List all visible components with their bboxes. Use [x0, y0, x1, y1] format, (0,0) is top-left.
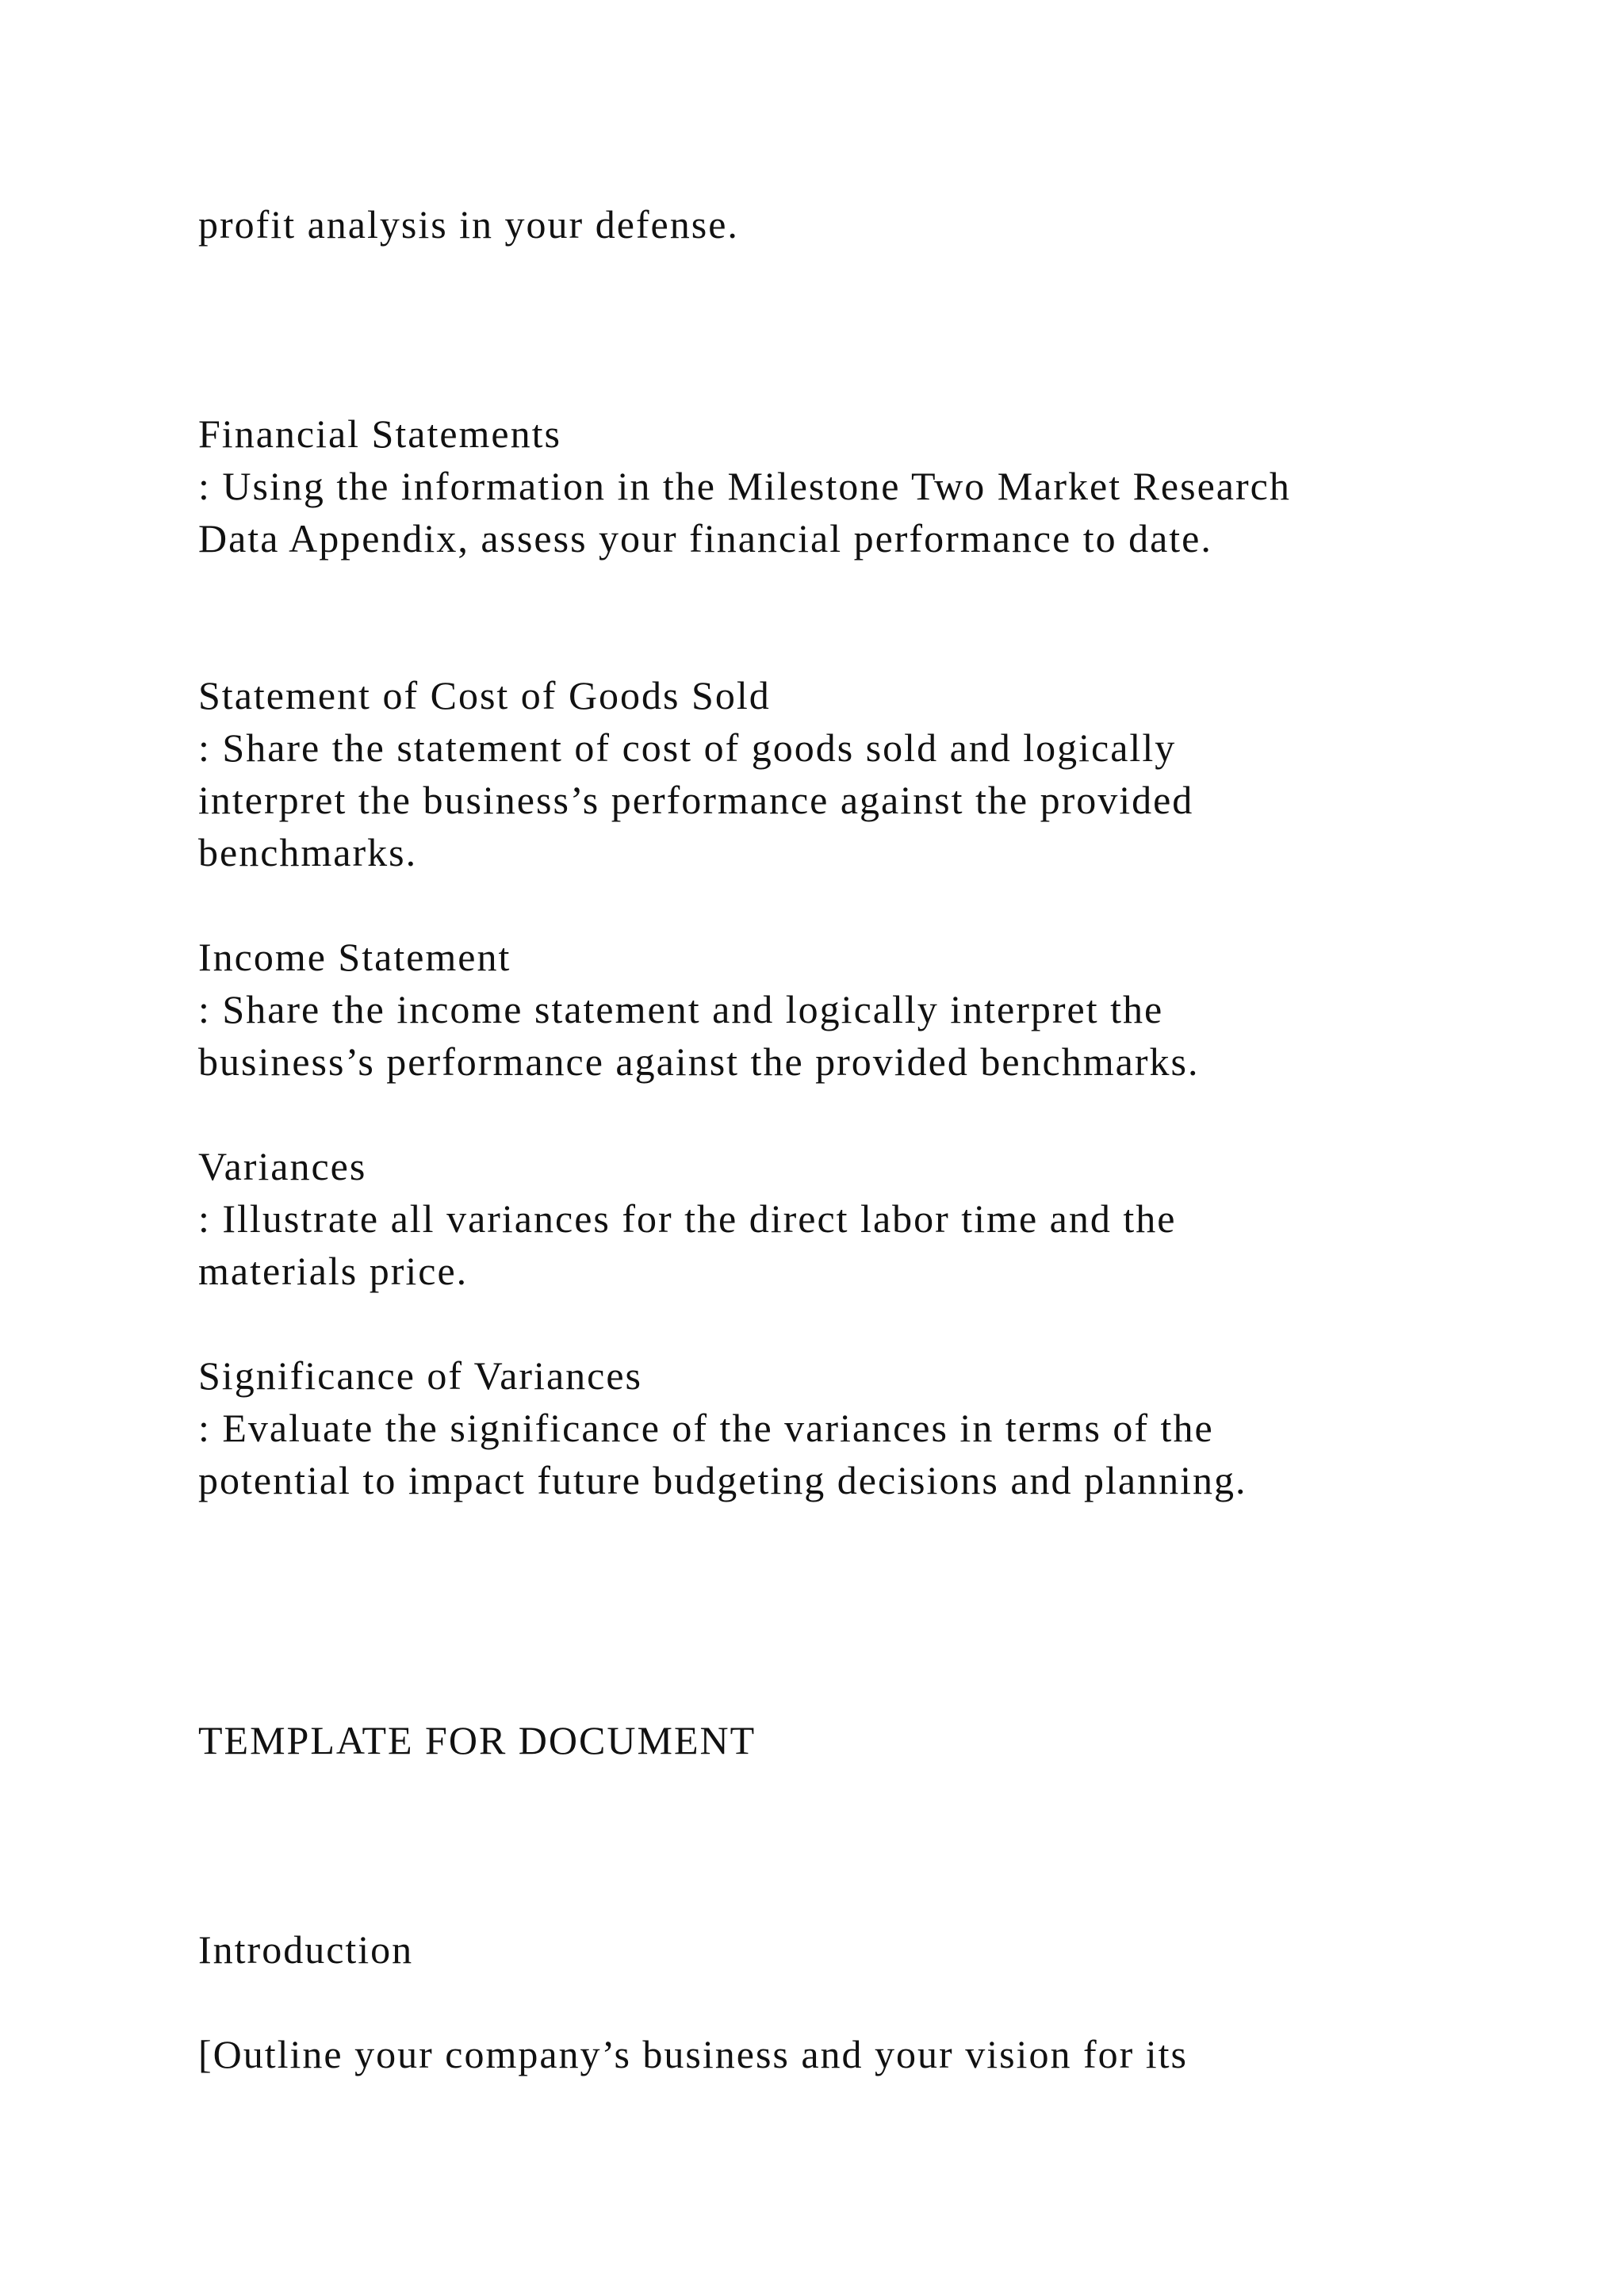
section-heading-variances: Variances [198, 1144, 367, 1188]
text-line: : Share the income statement and logically interpret the [198, 987, 1164, 1031]
section-heading-cost-of-goods-sold: Statement of Cost of Goods Sold [198, 673, 771, 718]
text-line: : Illustrate all variances for the direct labor time and the [198, 1196, 1177, 1241]
text-line: Data Appendix, assess your financial performance to date. [198, 516, 1212, 561]
text-line: materials price. [198, 1249, 469, 1293]
section-heading-income-statement: Income Statement [198, 935, 511, 979]
text-line: : Using the information in the Milestone Two Market Research [198, 464, 1291, 508]
text-line: [Outline your company’s business and your vision for its [198, 2032, 1188, 2076]
text-line: : Evaluate the significance of the variances in terms of the [198, 1406, 1214, 1450]
text-line: business’s performance against the provided benchmarks. [198, 1039, 1200, 1084]
section-heading-significance-of-variances: Significance of Variances [198, 1353, 642, 1398]
text-line: potential to impact future budgeting decisions and planning. [198, 1458, 1247, 1502]
template-heading: TEMPLATE FOR DOCUMENT [198, 1718, 756, 1762]
section-heading-introduction: Introduction [198, 1927, 414, 1972]
text-line: interpret the business’s performance against the provided [198, 778, 1194, 822]
text-line: benchmarks. [198, 830, 418, 874]
text-line: profit analysis in your defense. [198, 202, 739, 247]
section-heading-financial-statements: Financial Statements [198, 411, 561, 456]
text-line: : Share the statement of cost of goods sold and logically [198, 725, 1177, 770]
